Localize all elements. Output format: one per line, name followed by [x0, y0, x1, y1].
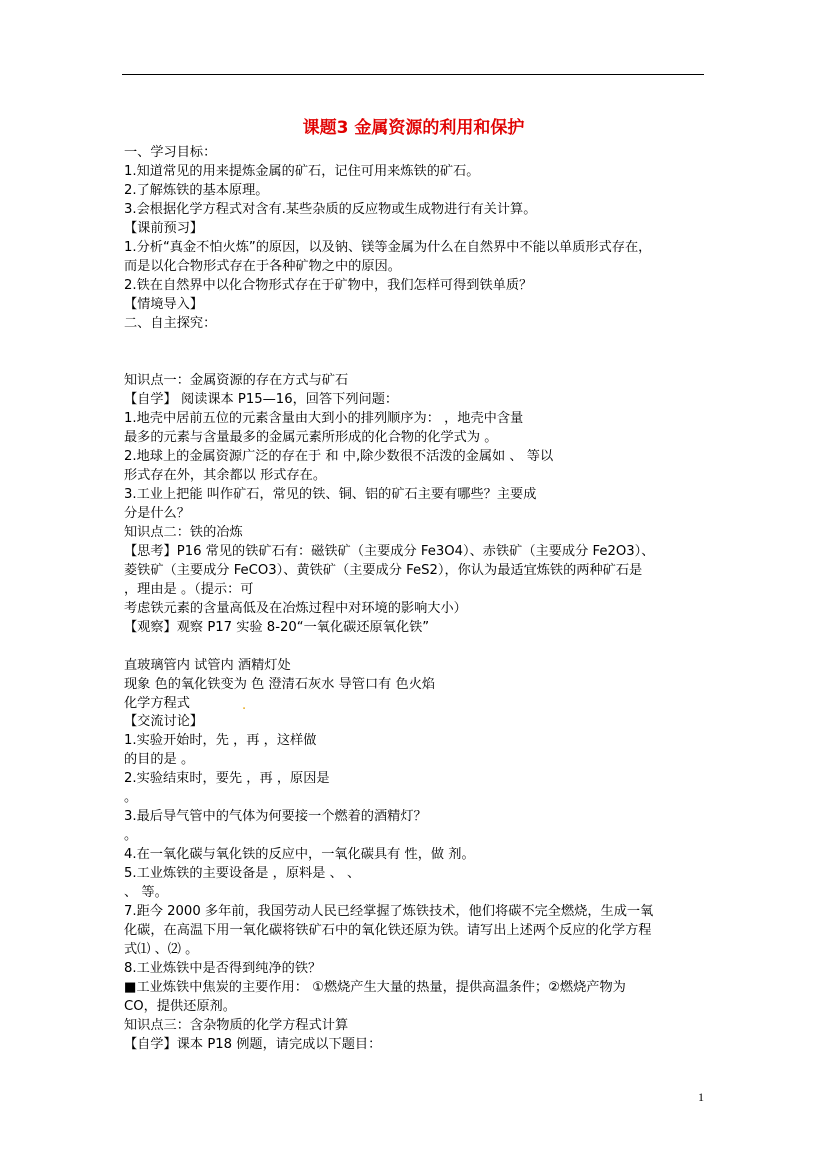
text-line: 1.实验开始时，先 ，再 ，这样做	[124, 733, 317, 748]
text-line: 、 等。	[124, 885, 168, 900]
text-line: 考虑铁元素的含量高低及在冶炼过程中对环境的影响大小）	[124, 601, 467, 616]
table-row: 化学方程式	[124, 696, 190, 711]
text-line: 1.地壳中居前五位的元素含量由大到小的排列顺序为： ，地壳中含量	[124, 411, 524, 426]
page-number: 1	[698, 1090, 704, 1104]
text-line: 。	[124, 790, 138, 805]
text-line: 【自学】 阅读课本 P15—16，回答下列问题：	[124, 392, 399, 407]
knowledge-point-heading: 知识点三：含杂物质的化学方程式计算	[124, 1018, 349, 1033]
text-line: 2.了解炼铁的基本原理。	[124, 183, 269, 198]
header-rule	[122, 74, 704, 75]
table-row: 现象 色的氧化铁变为 色 澄清石灰水 导管口有 色火焰	[124, 677, 436, 692]
text-line: 最多的元素与含量最多的金属元素所形成的化合物的化学式为 。	[124, 430, 498, 445]
text-line: CO，提供还原剂。	[124, 999, 236, 1014]
section-heading: 【交流讨论】	[124, 714, 204, 729]
text-line: 2.铁在自然界中以化合物形式存在于矿物中，我们怎样可得到铁单质？	[124, 278, 533, 293]
text-line: 式⑴ 、⑵ 。	[124, 942, 199, 957]
text-line: ，理由是 。（提示：可	[124, 582, 254, 597]
knowledge-point-heading: 知识点一：金属资源的存在方式与矿石	[124, 373, 349, 388]
stray-mark: .	[242, 698, 247, 713]
text-line: 而是以化合物形式存在于各种矿物之中的原因。	[124, 259, 401, 274]
text-line: 1.知道常见的用来提炼金属的矿石，记住可用来炼铁的矿石。	[124, 164, 480, 179]
text-line: 3.工业上把能 叫作矿石，常见的铁、铜、铝的矿石主要有哪些？主要成	[124, 487, 537, 502]
text-line: 7.距今 2000 多年前，我国劳动人民已经掌握了炼铁技术，他们将碳不完全燃烧，生成一氧	[124, 904, 654, 919]
text-line: 【自学】课本 P18 例题，请完成以下题目：	[124, 1037, 382, 1052]
text-line: 2.地球上的金属资源广泛的存在于 和 中,除少数很不活泼的金属如 、 等以	[124, 449, 554, 464]
text-line: 5.工业炼铁的主要设备是 ，原料是 、 、	[124, 866, 361, 881]
text-line: 菱铁矿（主要成分 FeCO3）、黄铁矿（主要成分 FeS2），你认为最适宜炼铁的两种矿石是	[124, 563, 643, 578]
text-line: 。	[124, 828, 138, 843]
table-header: 直玻璃管内 试管内 酒精灯处	[124, 658, 291, 673]
section-heading: 【情境导入】	[124, 297, 204, 312]
text-line: 的目的是 。	[124, 752, 195, 767]
text-line: 3.会根据化学方程式对含有.某些杂质的反应物或生成物进行有关计算。	[124, 202, 537, 217]
text-line: 8.工业炼铁中是否得到纯净的铁？	[124, 961, 322, 976]
text-line: 1.分析“真金不怕火炼”的原因，以及钠、镁等金属为什么在自然界中不能以单质形式存在，	[124, 240, 652, 255]
text-line: ■工业炼铁中焦炭的主要作用： ①燃烧产生大量的热量，提供高温条件；②燃烧产物为	[124, 980, 626, 995]
knowledge-point-heading: 知识点二：铁的冶炼	[124, 525, 243, 540]
section-heading: 【课前预习】	[124, 221, 204, 236]
page-title: 课题3 金属资源的利用和保护	[302, 118, 525, 138]
text-line: 4.在一氧化碳与氧化铁的反应中，一氧化碳具有 性，做 剂。	[124, 847, 475, 862]
text-line: 形式存在外，其余都以 形式存在。	[124, 468, 327, 483]
text-line: 一、学习目标：	[124, 145, 217, 160]
text-line: 化碳，在高温下用一氧化碳将铁矿石中的氧化铁还原为铁。请写出上述两个反应的化学方程	[124, 923, 652, 938]
text-line: 2.实验结束时，要先 ，再 ，原因是	[124, 771, 330, 786]
text-line: 【观察】观察 P17 实验 8-20“一氧化碳还原氧化铁”	[124, 620, 430, 635]
text-line: 分是什么？	[124, 506, 190, 521]
text-line: 【思考】P16 常见的铁矿石有：磁铁矿（主要成分 Fe3O4）、赤铁矿（主要成分 Fe2O3）、	[124, 544, 655, 559]
section-heading: 二、自主探究：	[124, 316, 217, 331]
text-line: 3.最后导气管中的气体为何要接一个燃着的酒精灯？	[124, 809, 427, 824]
